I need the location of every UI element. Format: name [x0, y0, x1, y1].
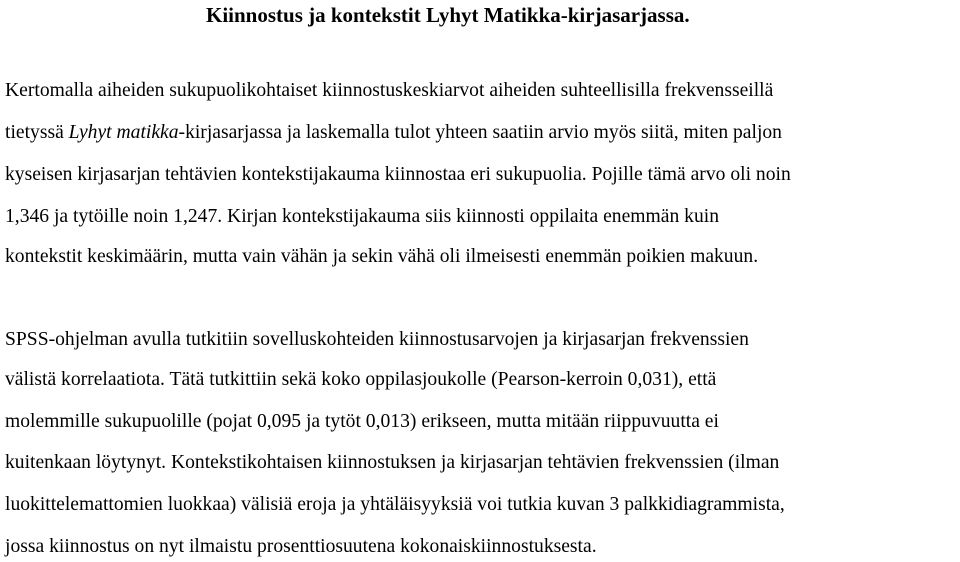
paragraph-2-line-4: kuitenkaan löytynyt. Kontekstikohtaisen kiinnostuksen ja kirjasarjan tehtävien frekvenssien (ilman — [5, 452, 780, 473]
paragraph-1-line-1: Kertomalla aiheiden sukupuolikohtaiset kiinnostuskeskiarvot aiheiden suhteellisilla frekvensseillä — [5, 80, 774, 101]
paragraph-2-line-3: molemmille sukupuolille (pojat 0,095 ja tytöt 0,013) erikseen, mutta mitään riippuvuutta ei — [5, 411, 719, 432]
paragraph-1-line-4: 1,346 ja tytöille noin 1,247. Kirjan kontekstijakauma siis kiinnosti oppilaita enemmän kuin — [5, 206, 719, 227]
paragraph-1-line-2-suffix: -kirjasarjassa ja laskemalla tulot yhteen saatiin arvio myös siitä, miten paljon — [178, 122, 782, 143]
paragraph-2-line-6: jossa kiinnostus on nyt ilmaistu prosenttiosuutena kokonaiskiinnostuksesta. — [5, 536, 597, 557]
paragraph-2-line-2: välistä korrelaatiota. Tätä tutkittiin sekä koko oppilasjoukolle (Pearson-kerroin 0,031), että — [5, 369, 717, 390]
paragraph-1-line-2-prefix: tietyssä — [5, 122, 69, 143]
paragraph-2-line-5: luokittelemattomien luokkaa) välisiä eroja ja yhtäläisyyksiä voi tutkia kuvan 3 palkkidiagrammista, — [5, 494, 785, 515]
paragraph-1-line-2 — [5, 121, 782, 145]
paragraph-1-line-5: kontekstit keskimäärin, mutta vain vähän ja sekin vähä oli ilmeisesti enemmän poikien makuun. — [5, 246, 759, 267]
book-series-name: Lyhyt matikka — [68, 122, 179, 143]
paragraph-2-line-1: SPSS-ohjelman avulla tutkitiin sovelluskohteiden kiinnostusarvojen ja kirjasarjan frekvenssien — [5, 329, 749, 350]
document-title: Kiinnostus ja kontekstit Lyhyt Matikka-kirjasarjassa. — [206, 3, 690, 27]
paragraph-1-line-3: kyseisen kirjasarjan tehtävien kontekstijakauma kiinnostaa eri sukupuolia. Pojille tämä arvo oli noin — [5, 164, 791, 185]
